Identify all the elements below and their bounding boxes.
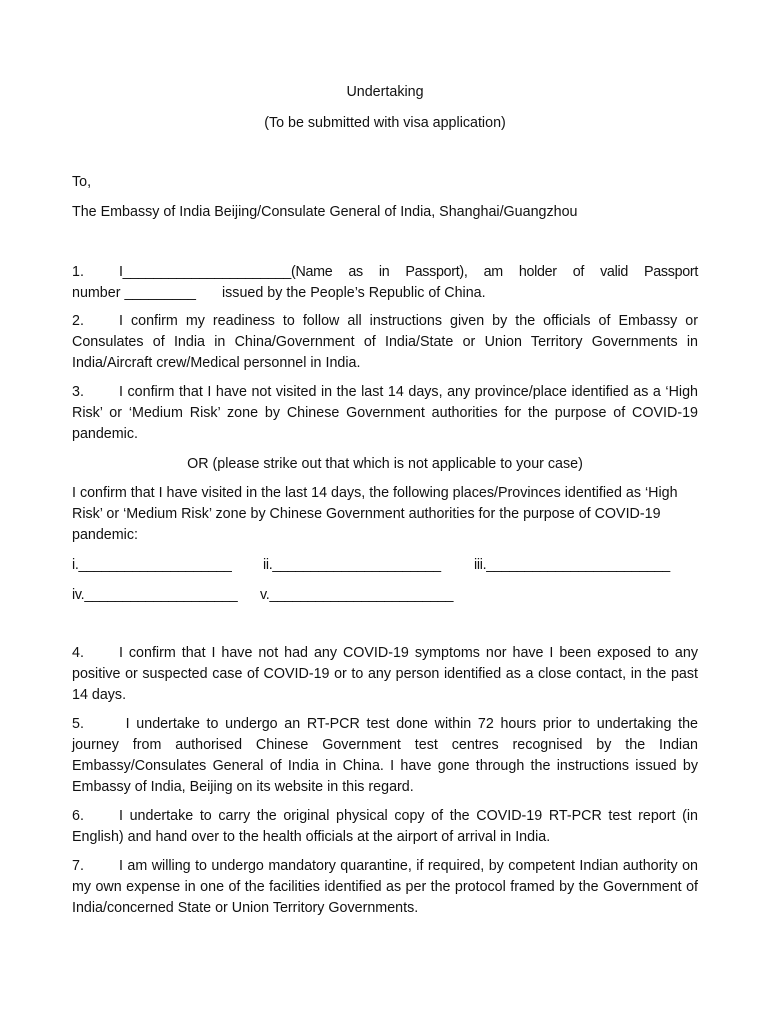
item-number: 4. [72, 645, 84, 661]
alternate-statement: I confirm that I have visited in the last 14 days, the following places/Provinces identified as ‘High Risk’ or ‘Medium Risk’ zone by Chinese Government authorities for the purpose of COVID-19 pandemic: [72, 485, 678, 543]
item-text: I confirm that I have not visited in the last 14 days, any province/place identified as a ‘High Risk’ or ‘Medium Risk’ zone by Chinese Government authorities for the purpose of COVID-19 pandemic. [72, 384, 698, 442]
page-title: Undertaking [346, 84, 424, 100]
item-4 [72, 643, 698, 706]
issued-by-text: issued by the People’s Republic of China. [221, 285, 486, 301]
name-passport-line: I______________________(Name as in Passport), am holder of valid Passport [119, 264, 698, 280]
page-subtitle: (To be submitted with visa application) [264, 115, 506, 131]
item-number: 7. [72, 858, 84, 874]
place-blank-iv: iv.____________________ [72, 587, 238, 603]
item-text: I undertake to carry the original physical copy of the COVID-19 RT-PCR test report (in English) and hand over to the health officials at the airport of arrival in India. [72, 808, 698, 845]
passport-number-blank: number _________ [72, 285, 197, 301]
place-blank-iii: iii.________________________ [474, 557, 670, 573]
salutation: To, [72, 174, 92, 190]
item-text: I confirm that I have not had any COVID-19 symptoms nor have I been exposed to any positive or suspected case of COVID-19 or to any person identified as a close contact, in the past 14 days. [72, 645, 698, 703]
item-number: 3. [72, 384, 84, 400]
item-2 [72, 311, 698, 374]
or-line: OR (please strike out that which is not applicable to your case) [187, 456, 583, 472]
item-6 [72, 806, 698, 848]
item-7 [72, 856, 698, 919]
item-text: I am willing to undergo mandatory quarantine, if required, by competent Indian authority on my own expense in one of the facilities identified as per the protocol framed by the Government of India/concerned State or Union Territory Governments. [72, 858, 698, 916]
recipient-line: The Embassy of India Beijing/Consulate General of India, Shanghai/Guangzhou [72, 204, 578, 220]
item-text: I confirm my readiness to follow all instructions given by the officials of Embassy or Consulates of India in China/Government of India/State or Union Territory Governments in India/Aircraft crew/Medical personnel in India. [72, 313, 698, 371]
item-5 [72, 714, 698, 798]
item-number: 2. [72, 313, 84, 329]
place-blank-ii: ii.______________________ [263, 557, 441, 573]
item-number: 1. [72, 264, 84, 280]
item-number: 5. [72, 716, 84, 732]
item-number: 6. [72, 808, 84, 824]
item-1 [72, 262, 698, 304]
item-text: I undertake to undergo an RT-PCR test done within 72 hours prior to undertaking the journey from authorised Chinese Government test centres recognised by the Indian Embassy/Consulates General of India in China. I have gone through the instructions issued by Embassy of India, Beijing on its website in this regard. [72, 716, 698, 795]
place-blank-v: v.________________________ [260, 587, 454, 603]
item-3 [72, 382, 698, 445]
place-blank-i: i.____________________ [72, 557, 232, 573]
